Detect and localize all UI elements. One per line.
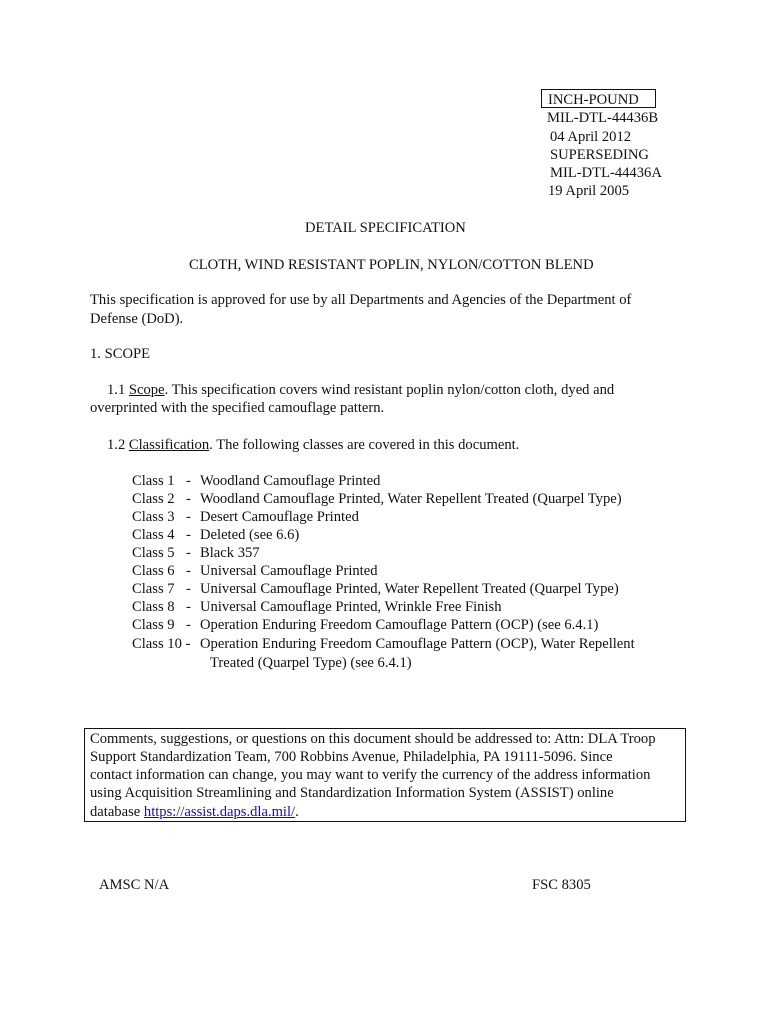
- class-separator: -: [186, 545, 191, 561]
- comments-line-4: using Acquisition Streamlining and Standardization Information System (ASSIST) online: [90, 785, 614, 801]
- approval-line-2: Defense (DoD).: [90, 311, 184, 327]
- superseded-date: 19 April 2005: [548, 183, 630, 199]
- class-label: Class 7: [132, 581, 175, 597]
- class-separator: -: [186, 581, 191, 597]
- class-description: Deleted (see 6.6): [200, 527, 300, 543]
- class-description: Operation Enduring Freedom Camouflage Pattern (OCP) (see 6.4.1): [200, 617, 599, 633]
- class-separator: -: [186, 617, 191, 633]
- class-description: Black 357: [200, 545, 260, 561]
- class-label: Class 3: [132, 509, 175, 525]
- section-1-1-text: . This specification covers wind resistant poplin nylon/cotton cloth, dyed and: [164, 382, 615, 398]
- class-label: Class 5: [132, 545, 175, 561]
- superseded-document: MIL-DTL-44436A: [550, 165, 662, 181]
- class-description: Universal Camouflage Printed: [200, 563, 378, 579]
- spec-type-title: DETAIL SPECIFICATION: [305, 220, 466, 236]
- section-1-1-line-1: [107, 381, 614, 399]
- fsc-label: FSC 8305: [532, 877, 591, 893]
- class-separator: -: [186, 509, 191, 525]
- class-description: Woodland Camouflage Printed, Water Repellent Treated (Quarpel Type): [200, 491, 622, 507]
- class-label: Class 9: [132, 617, 175, 633]
- class-separator: -: [186, 527, 191, 543]
- class-label: Class 4: [132, 527, 175, 543]
- comments-line-1: Comments, suggestions, or questions on this document should be addressed to: Attn: DLA Troop: [90, 731, 656, 747]
- section-1-2-title: Classification: [128, 437, 210, 453]
- class-label: Class 6: [132, 563, 175, 579]
- class-label: Class 1: [132, 473, 175, 489]
- section-1-heading: 1. SCOPE: [90, 346, 151, 362]
- section-1-2-number: 1.2: [107, 437, 129, 453]
- section-1-2-line: [107, 436, 519, 454]
- class-description: Desert Camouflage Printed: [200, 509, 359, 525]
- class-description: Woodland Camouflage Printed: [200, 473, 381, 489]
- class-separator: -: [186, 473, 191, 489]
- section-1-1-number: 1.1: [107, 382, 129, 398]
- approval-line-1: This specification is approved for use by all Departments and Agencies of the Department of: [90, 292, 632, 308]
- section-1-1-title: Scope: [128, 382, 165, 398]
- superseding-label: SUPERSEDING: [550, 147, 649, 163]
- class-label: Class 10 -: [132, 636, 191, 652]
- document-date: 04 April 2012: [550, 129, 632, 145]
- class-separator: -: [186, 563, 191, 579]
- comments-line-5: [90, 803, 299, 821]
- comments-database-prefix: database: [90, 804, 144, 820]
- section-1-1-line-2: overprinted with the specified camouflage pattern.: [90, 400, 385, 416]
- class-description: Operation Enduring Freedom Camouflage Pattern (OCP), Water Repellent: [200, 636, 635, 652]
- comments-line-3: contact information can change, you may want to verify the currency of the address information: [90, 767, 651, 783]
- class-label: Class 2: [132, 491, 175, 507]
- comments-period: .: [295, 804, 299, 820]
- comments-line-2: Support Standardization Team, 700 Robbins Avenue, Philadelphia, PA 19111-5096. Since: [90, 749, 613, 765]
- document-number: MIL-DTL-44436B: [547, 110, 659, 126]
- class-label: Class 8: [132, 599, 175, 615]
- class-separator: -: [186, 491, 191, 507]
- class-10-continuation: Treated (Quarpel Type) (see 6.4.1): [210, 655, 412, 671]
- assist-link[interactable]: https://assist.daps.dla.mil/: [143, 804, 296, 820]
- class-description: Universal Camouflage Printed, Wrinkle Free Finish: [200, 599, 502, 615]
- measurement-system: INCH-POUND: [548, 92, 639, 108]
- spec-subject-title: CLOTH, WIND RESISTANT POPLIN, NYLON/COTTON BLEND: [189, 257, 594, 273]
- class-separator: -: [186, 599, 191, 615]
- amsc-label: AMSC N/A: [99, 877, 170, 893]
- section-1-2-text: . The following classes are covered in this document.: [209, 437, 520, 453]
- class-description: Universal Camouflage Printed, Water Repellent Treated (Quarpel Type): [200, 581, 619, 597]
